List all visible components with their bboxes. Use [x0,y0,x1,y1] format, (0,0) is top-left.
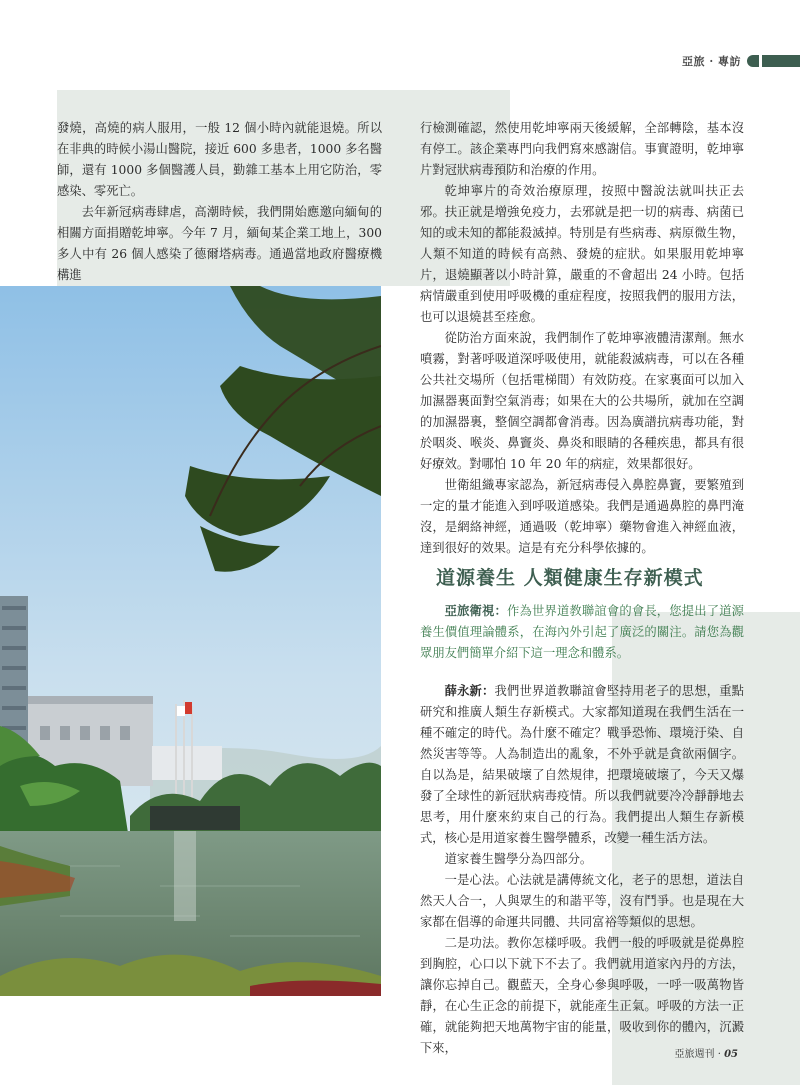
header-bar [762,55,800,67]
campus-lake-photo [0,286,381,996]
section-subheading: 道源養生 人類健康生存新模式 [436,567,704,589]
answer-paragraph-2: 道家養生醫學分為四部分。 [444,852,593,866]
answer-paragraph-3: 一是心法。心法就是講傳統文化，老子的思想，道法自然天人合一，人與眾生的和諧平等，沒有鬥爭。也是現在大家都在倡導的命運共同體、共同富裕等類似的思想。 [420,873,744,929]
left-paragraph-2: 去年新冠病毒肆虐，高潮時候，我們開始應邀向緬甸的相關方面捐贈乾坤寧。今年 7 月，緬甸某企業工地上，300 多人中有 26 個人感染了德爾塔病毒。通過當地政府醫療機構進 [57,205,382,282]
page-footer [675,1045,738,1060]
right-paragraph-2: 乾坤寧片的奇效治療原理，按照中醫說法就叫扶正去邪。扶正就是增強免疫力，去邪就是把一切的病毒、病菌已知的或未知的都能殺滅掉。特別是有些病毒、病原微生物，人類不知道的時候有高熱、發燒的症狀。如果服用乾坤寧片，退燒顯著以小時計算，嚴重的不會超出 24 小時。包括病情嚴重到使用呼吸機的重症程度，按照我們的服用方法，也可以退燒甚至痊愈。 [420,184,744,324]
question-speaker: 亞旅衛視： [444,603,508,618]
left-column [57,118,382,286]
right-paragraph-3: 從防治方面來說，我們制作了乾坤寧液體清潔劑。無水噴霧，對著呼吸道深呼吸使用，就能殺滅病毒，可以在各種公共社交場所（包括電梯間）有效防疫。在家裏面可以加入加濕器裏面對空氣消毒；如果在大的公共場所，就加在空調的加濕器裏，整個空調都會消毒。因為廣譜抗病毒功能，對於咽炎、喉炎、鼻竇炎、鼻炎和眼睛的各種疾患，都具有很好療效。對哪怕 10 年 20 年的病症，效果都很好。 [420,331,744,471]
right-paragraph-4: 世衛組織專家認為，新冠病毒侵入鼻腔鼻竇，要繁殖到一定的量才能進入到呼吸道感染。我們是通過鼻腔的鼻門淹沒，是網絡神經，通過吸（乾坤寧）藥物會進入神經血液，達到很好的效果。這是有充分科學依據的。 [420,478,744,555]
magazine-name: 亞旅週刊 · [674,1049,725,1060]
left-paragraph-1: 發燒，高燒的病人服用，一般 12 個小時內就能退燒。所以在非典的時候小湯山醫院，接近 600 多患者，1000 多名醫師，還有 1000 多個醫護人員，勤雜工基本上用它防治，零感染、零死亡。 [57,121,382,198]
header-tab-icon [747,55,759,67]
answer-speaker: 薛永新： [444,683,495,698]
interview-question [420,600,744,664]
section-header [682,53,800,69]
interview-answer [420,680,744,1059]
answer-paragraph-1 [420,680,744,849]
question-text: 作為世界道教聯誼會的會長，您提出了道源養生價值理論體系，在海內外引起了廣泛的關注。請您為觀眾朋友們簡單介紹下這一理念和體系。 [420,604,744,660]
right-column-upper [420,118,744,559]
answer-paragraph-4: 二是功法。教你怎樣呼吸。我們一般的呼吸就是從鼻腔到胸腔，心口以下就下不去了。我們就用道家內丹的方法，讓你忘掉自己。觀藍天，全身心參與呼吸，一呼一吸萬物皆靜，在心生正念的前提下，就能產生正氣。呼吸的方法一正確，就能夠把天地萬物宇宙的能量，吸收到你的體內，沉澱下來， [420,936,744,1055]
right-paragraph-1: 行檢測確認，然使用乾坤寧兩天後緩解，全部轉陰，基本沒有停工。該企業專門向我們寫來感謝信。事實證明，乾坤寧片對冠狀病毒預防和治療的作用。 [420,121,744,177]
section-title: 亞旅 · 專訪 [682,55,741,68]
answer-first-text: 我們世界道教聯誼會堅持用老子的思想，重點研究和推廣人類生存新模式。大家都知道現在我們生活在一種不確定的時代。為什麼不確定？戰爭恐怖、環境汙染、自然災害等等。人為制造出的亂象，不外乎就是貪欲兩個字。自以為是，結果破壞了自然規律，把環境破壞了，今天又爆發了全球性的新冠狀病毒疫情。所以我們就要冷冷靜靜地去思考，用什麼來約束自己的行為。我們提出人類生存新模式，核心是用道家養生醫學體系，改變一種生活方法。 [420,684,744,845]
page-number: 05 [724,1049,738,1060]
